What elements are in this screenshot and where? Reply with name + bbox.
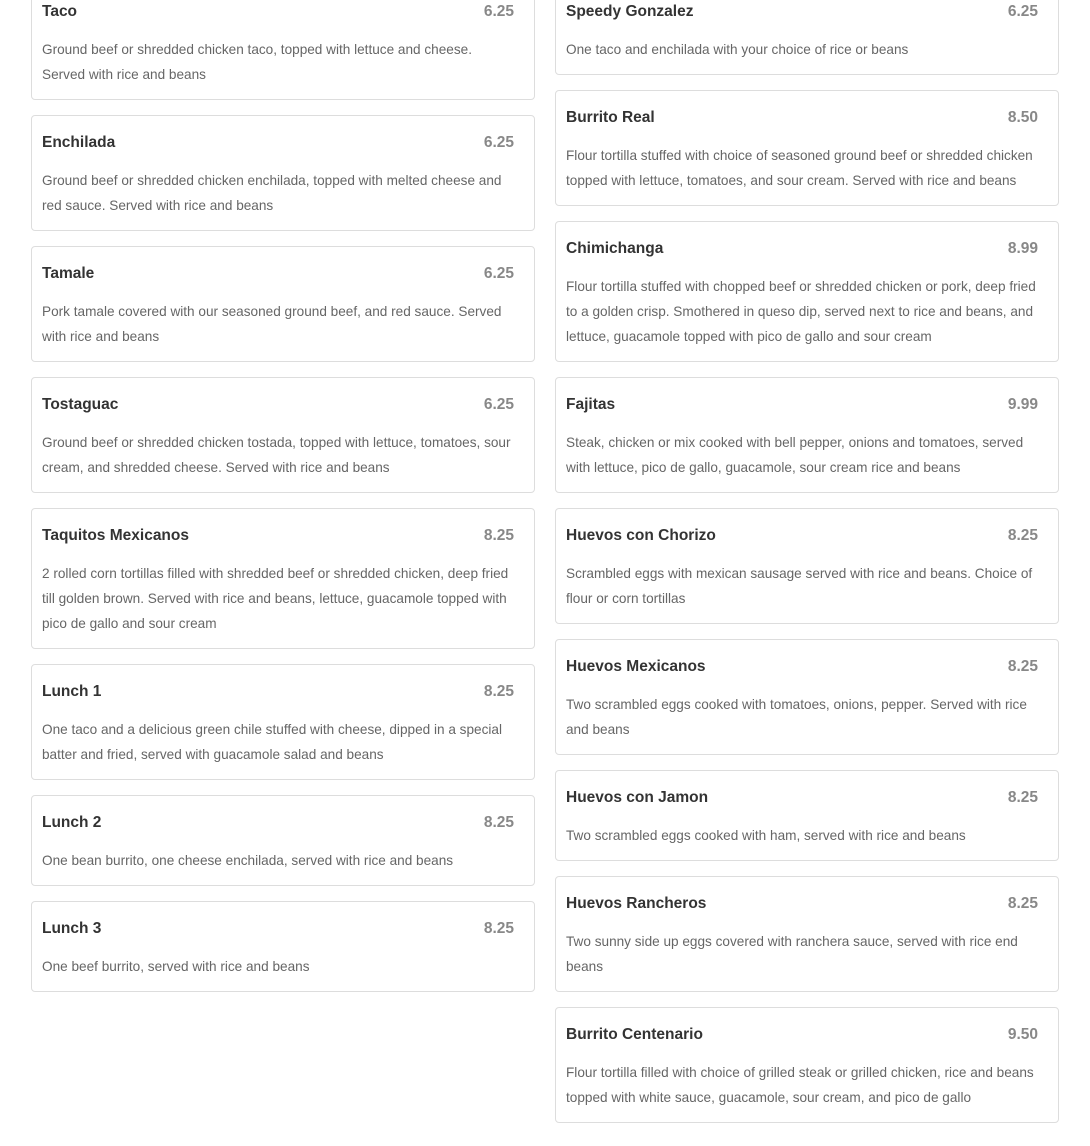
- menu-item-enchilada[interactable]: [31, 115, 535, 231]
- menu-item-name: Burrito Real: [566, 109, 655, 126]
- menu-item-header: [42, 918, 514, 940]
- menu-item-name: Tostaguac: [42, 396, 119, 413]
- menu-item-tamale[interactable]: [31, 246, 535, 362]
- menu-item-header: [42, 525, 514, 547]
- menu-item-header: [42, 132, 514, 154]
- menu-item-name: Speedy Gonzalez: [566, 3, 694, 20]
- menu-item-name: Taco: [42, 3, 78, 20]
- menu-item-header: [566, 787, 1038, 809]
- menu-item-header: [42, 681, 514, 703]
- menu-grid: [31, 0, 1059, 1138]
- menu-item-name: Tamale: [42, 265, 95, 282]
- menu-item-price: 8.25: [483, 920, 514, 937]
- menu-item-description: 2 rolled corn tortillas filled with shredded beef or shredded chicken, deep fried till golden brown. Served with rice and beans, lettuce, guacamole topped with pico de gallo and sour cream: [42, 566, 509, 631]
- menu-item-price: 9.99: [1007, 396, 1038, 413]
- menu-item-burrito-centenario[interactable]: [555, 1007, 1059, 1123]
- menu-item-description: Pork tamale covered with our seasoned ground beef, and red sauce. Served with rice and beans: [42, 304, 502, 344]
- menu-item-price: 8.25: [483, 683, 514, 700]
- menu-item-fajitas[interactable]: [555, 377, 1059, 493]
- menu-item-taco[interactable]: [31, 0, 535, 100]
- menu-item-price: 8.25: [1007, 789, 1038, 806]
- menu-item-header: [566, 893, 1038, 915]
- menu-item-description: Ground beef or shredded chicken tostada, topped with lettuce, tomatoes, sour cream, and shredded cheese. Served with rice and beans: [42, 435, 511, 475]
- menu-item-header: [42, 263, 514, 285]
- menu-item-description: One beef burrito, served with rice and beans: [42, 959, 310, 974]
- menu-item-name: Burrito Centenario: [566, 1026, 703, 1043]
- menu-item-lunch-3[interactable]: [31, 901, 535, 992]
- menu-item-price: 8.25: [483, 814, 514, 831]
- menu-item-name: Lunch 1: [42, 683, 102, 700]
- menu-item-name: Enchilada: [42, 134, 116, 151]
- menu-item-header: [566, 656, 1038, 678]
- menu-item-lunch-2[interactable]: [31, 795, 535, 886]
- menu-item-price: 6.25: [1007, 3, 1038, 20]
- menu-item-header: [42, 1, 514, 23]
- menu-item-description: Flour tortilla stuffed with choice of seasoned ground beef or shredded chicken topped with lettuce, tomatoes, and sour cream. Served with rice and beans: [566, 148, 1033, 188]
- menu-item-huevos-con-jamon[interactable]: [555, 770, 1059, 861]
- menu-item-name: Lunch 2: [42, 814, 102, 831]
- menu-item-name: Huevos con Jamon: [566, 789, 709, 806]
- menu-item-price: 8.99: [1007, 240, 1038, 257]
- menu-item-burrito-real[interactable]: [555, 90, 1059, 206]
- menu-item-name: Taquitos Mexicanos: [42, 527, 189, 544]
- menu-item-name: Huevos con Chorizo: [566, 527, 716, 544]
- menu-item-huevos-con-chorizo[interactable]: [555, 508, 1059, 624]
- menu-item-header: [566, 107, 1038, 129]
- menu-item-price: 8.50: [1007, 109, 1038, 126]
- menu-item-name: Lunch 3: [42, 920, 102, 937]
- menu-item-header: [566, 238, 1038, 260]
- menu-item-price: 9.50: [1007, 1026, 1038, 1043]
- menu-item-name: Chimichanga: [566, 240, 664, 257]
- menu-item-price: 6.25: [483, 396, 514, 413]
- menu-item-taquitos-mexicanos[interactable]: [31, 508, 535, 649]
- menu-item-description: Scrambled eggs with mexican sausage served with rice and beans. Choice of flour or corn tortillas: [566, 566, 1033, 606]
- menu-column-left: [31, 0, 535, 1007]
- menu-item-name: Huevos Rancheros: [566, 895, 707, 912]
- menu-item-description: One taco and a delicious green chile stuffed with cheese, dipped in a special batter and fried, served with guacamole salad and beans: [42, 722, 502, 762]
- menu-item-name: Huevos Mexicanos: [566, 658, 706, 675]
- menu-item-description: One bean burrito, one cheese enchilada, served with rice and beans: [42, 853, 454, 868]
- menu-item-header: [566, 1024, 1038, 1046]
- menu-item-description: Ground beef or shredded chicken enchilada, topped with melted cheese and red sauce. Served with rice and beans: [42, 173, 502, 213]
- menu-item-description: Two sunny side up eggs covered with ranchera sauce, served with rice end beans: [566, 934, 1018, 974]
- menu-item-price: 8.25: [483, 527, 514, 544]
- menu-item-huevos-mexicanos[interactable]: [555, 639, 1059, 755]
- menu-item-tostaguac[interactable]: [31, 377, 535, 493]
- menu-item-description: Two scrambled eggs cooked with ham, served with rice and beans: [566, 828, 966, 843]
- menu-item-chimichanga[interactable]: [555, 221, 1059, 362]
- menu-item-price: 8.25: [1007, 527, 1038, 544]
- menu-item-description: Flour tortilla stuffed with chopped beef or shredded chicken or pork, deep fried to a golden crisp. Smothered in queso dip, served next to rice and beans, and lettuce, guacamole topped with pico de gallo and sour cream: [566, 279, 1036, 344]
- menu-item-speedy-gonzalez[interactable]: [555, 0, 1059, 75]
- menu-column-right: [555, 0, 1059, 1138]
- menu-item-header: [566, 394, 1038, 416]
- menu-item-price: 6.25: [483, 3, 514, 20]
- menu-item-lunch-1[interactable]: [31, 664, 535, 780]
- menu-item-price: 6.25: [483, 265, 514, 282]
- menu-item-description: Ground beef or shredded chicken taco, topped with lettuce and cheese. Served with rice and beans: [42, 42, 472, 82]
- menu-item-header: [566, 1, 1038, 23]
- menu-item-description: Two scrambled eggs cooked with tomatoes, onions, pepper. Served with rice and beans: [566, 697, 1027, 737]
- menu-item-huevos-rancheros[interactable]: [555, 876, 1059, 992]
- menu-item-price: 6.25: [483, 134, 514, 151]
- menu-item-header: [566, 525, 1038, 547]
- menu-item-header: [42, 812, 514, 834]
- menu-item-price: 8.25: [1007, 895, 1038, 912]
- menu-item-description: One taco and enchilada with your choice of rice or beans: [566, 42, 909, 57]
- menu-item-header: [42, 394, 514, 416]
- menu-item-price: 8.25: [1007, 658, 1038, 675]
- menu-item-name: Fajitas: [566, 396, 616, 413]
- menu-item-description: Steak, chicken or mix cooked with bell pepper, onions and tomatoes, served with lettuce, pico de gallo, guacamole, sour cream rice and beans: [566, 435, 1024, 475]
- menu-item-description: Flour tortilla filled with choice of grilled steak or grilled chicken, rice and beans topped with white sauce, guacamole, sour cream, and pico de gallo: [566, 1065, 1034, 1105]
